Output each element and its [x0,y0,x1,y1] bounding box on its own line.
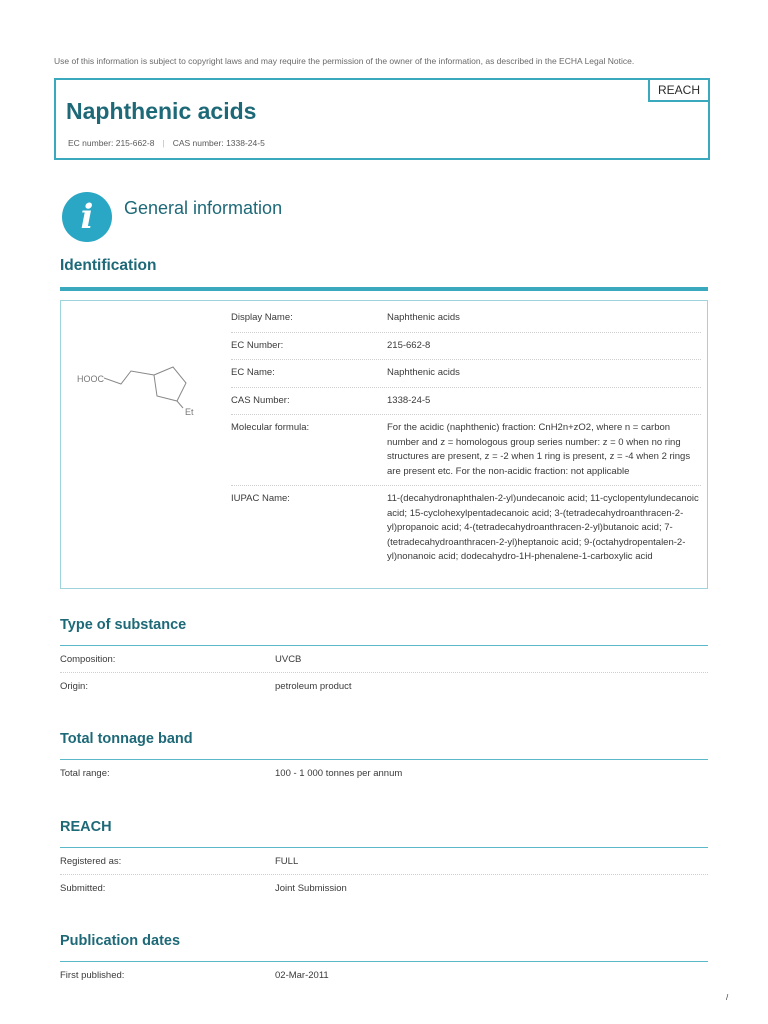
row-value: FULL [275,856,299,867]
structure-label-ethyl: Et [185,407,194,417]
structure-label-acid: HOOC [77,374,104,384]
row-key: Display Name: [231,312,293,323]
type-of-substance-section [60,617,708,699]
section-title: Type of substance [60,617,187,633]
row-value: 1338-24-5 [387,394,431,406]
identification-row-ec-number [231,333,701,361]
identification-row-molecular-formula [231,415,701,486]
reach-section [60,819,708,901]
section-title: Publication dates [60,933,181,949]
row-key: First published: [60,970,125,981]
row-value: 02-Mar-2011 [275,970,329,981]
identification-row-iupac-name [231,486,701,571]
identification-panel [60,300,708,589]
info-icon: i [62,192,112,242]
row-key: Submitted: [60,883,106,894]
general-information-title: General information [124,198,283,218]
cas-number-text: CAS number: 1338-24-5 [172,138,265,148]
identification-row-display-name [231,305,701,333]
row-value: Naphthenic acids [387,312,460,323]
molecular-structure-image [69,311,214,461]
row-key: Composition: [60,654,116,665]
row-key: Molecular formula: [231,422,310,433]
section-title: REACH [60,819,112,835]
identification-title: Identification [60,257,157,274]
substance-header [54,78,710,160]
section-title: Total tonnage band [60,731,193,747]
first-published-row [60,962,708,988]
row-key: Origin: [60,681,88,692]
publication-dates-section [60,933,708,988]
row-value: 100 - 1 000 tonnes per annum [275,768,403,779]
row-key: EC Number: [231,339,284,351]
row-key: EC Name: [231,367,275,378]
total-range-row [60,760,708,786]
origin-row [60,673,708,699]
identification-row-cas-number [231,388,701,416]
row-key: IUPAC Name: [231,493,290,504]
row-value: Joint Submission [275,883,347,894]
legal-notice: Use of this information is subject to copyright laws and may require the permission of the owner of the information, as described in the ECHA Legal Notice. [54,56,635,66]
row-value: 11-(decahydronaphthalen-2-yl)undecanoic acid; 11-cyclopentylundecanoic acid; 15-cyclohexylpentadecanoic acid; 3-(tetradecahydroanthracen-2-yl)propanoic acid; 4-(tetradecahydroanthracen-2-yl)butanoic acid; 7-(tetradecahydroanthracen-2-yl)heptanoic acid; 9-(octahydropentalen-2-yl)nonanoic acid; dodecahydro-1H-phenalene-1-carboxylic acid [387,493,699,562]
row-key: CAS Number: [231,394,290,406]
page-number: / [726,993,729,1002]
substance-title: Naphthenic acids [66,98,257,124]
identification-divider [60,287,708,291]
composition-row [60,646,708,673]
total-tonnage-band-section [60,731,708,786]
submitted-row [60,875,708,901]
substance-identifiers [68,138,265,148]
regulation-tag: REACH [648,78,710,102]
identification-table [231,305,701,571]
identification-row-ec-name [231,360,701,388]
row-value: For the acidic (naphthenic) fraction: CnH2n+zO2, where n = carbon number and z = homologous group series number: z = 0 when no ring structures are present, z = -2 when 1 ring is present, z = -4 when 2 rings are present etc. For the non-acidic fraction: not applicable [387,422,691,477]
row-value: UVCB [275,654,302,665]
row-value: petroleum product [275,681,352,692]
registered-as-row [60,848,708,875]
row-value: Naphthenic acids [387,367,460,378]
row-key: Total range: [60,768,110,779]
row-value: 215-662-8 [387,339,431,351]
separator: | [162,138,165,148]
row-key: Registered as: [60,856,122,867]
ec-number-text: EC number: 215-662-8 [68,138,155,148]
